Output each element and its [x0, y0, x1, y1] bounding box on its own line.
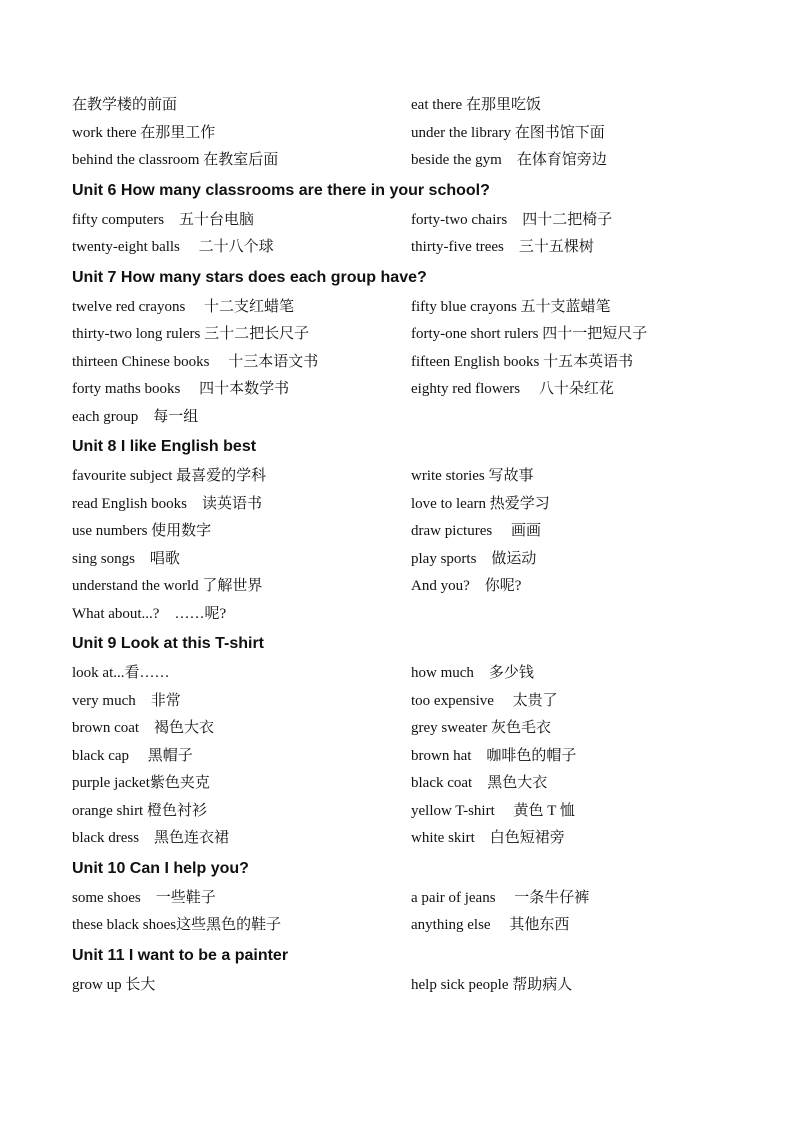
vocab-entry-left: purple jacket紫色夹克 [72, 775, 210, 792]
vocab-entry-right: how much 多少钱 [411, 665, 534, 682]
vocab-entry-left: understand the world 了解世界 [72, 578, 263, 595]
vocab-entry-left: thirteen Chinese books 十三本语文书 [72, 353, 319, 370]
vocab-row [72, 825, 712, 853]
unit-heading: Unit 7 How many stars does each group have? [72, 268, 427, 286]
vocab-row [72, 92, 712, 120]
vocab-row [72, 404, 712, 432]
vocab-entry-left: black dress 黑色连衣裙 [72, 830, 230, 847]
vocab-entry-right: black coat 黑色大衣 [411, 775, 548, 792]
unit-8-section [72, 432, 712, 628]
vocab-row [72, 376, 712, 404]
vocab-entry-right: And you? 你呢? [411, 578, 522, 595]
vocab-entry-left: use numbers 使用数字 [72, 523, 212, 540]
vocab-entry-left: work there 在那里工作 [72, 124, 216, 141]
vocab-row [72, 573, 712, 601]
vocab-entry-left: favourite subject 最喜爱的学科 [72, 468, 267, 485]
vocab-entry-left: read English books 读英语书 [72, 495, 262, 512]
vocab-entry-left: orange shirt 橙色衬衫 [72, 802, 207, 819]
vocab-row [72, 491, 712, 519]
vocab-row [72, 798, 712, 826]
vocab-entry-right: too expensive 太贵了 [411, 692, 558, 709]
vocab-entry-left: sing songs 唱歌 [72, 550, 180, 567]
vocab-row [72, 688, 712, 716]
vocab-entry-left: behind the classroom 在教室后面 [72, 152, 279, 169]
vocab-entry-right: white skirt 白色短裙旁 [411, 830, 565, 847]
vocab-row [72, 120, 712, 148]
vocab-entry-right: brown hat 咖啡色的帽子 [411, 747, 577, 764]
vocab-row [72, 660, 712, 688]
vocab-entry-left: very much 非常 [72, 692, 181, 709]
vocab-row [72, 770, 712, 798]
vocab-entry-right: write stories 写故事 [411, 468, 534, 485]
unit-heading: Unit 6 How many classrooms are there in your school? [72, 181, 490, 199]
vocabulary-page [72, 92, 712, 999]
vocab-entry-right: grey sweater 灰色毛衣 [411, 720, 551, 737]
intro-section [72, 92, 712, 175]
vocab-entry-left: fifty computers 五十台电脑 [72, 211, 255, 228]
vocab-entry-right: forty-one short rulers 四十一把短尺子 [411, 326, 648, 343]
vocab-entry-right: eighty red flowers 八十朵红花 [411, 381, 614, 398]
vocab-entry-left: twenty-eight balls 二十八个球 [72, 239, 274, 256]
vocab-entry-right: draw pictures 画画 [411, 523, 541, 540]
vocab-row [72, 715, 712, 743]
vocab-entry-right: yellow T-shirt 黄色 T 恤 [411, 802, 575, 819]
vocab-entry-right: love to learn 热爱学习 [411, 495, 550, 512]
vocab-row [72, 234, 712, 262]
vocab-entry-right: help sick people 帮助病人 [411, 976, 573, 993]
vocab-entry-right: anything else 其他东西 [411, 917, 570, 934]
unit-11-section [72, 941, 712, 1000]
unit-heading: Unit 10 Can I help you? [72, 859, 249, 877]
vocab-row [72, 912, 712, 940]
vocab-row [72, 463, 712, 491]
vocab-entry-right: forty-two chairs 四十二把椅子 [411, 211, 613, 228]
vocab-entry-left: What about...? ……呢? [72, 605, 227, 622]
vocab-entry-right: thirty-five trees 三十五棵树 [411, 239, 594, 256]
unit-heading: Unit 9 Look at this T-shirt [72, 635, 265, 652]
unit-heading: Unit 11 I want to be a painter [72, 946, 289, 964]
vocab-row [72, 294, 712, 322]
vocab-entry-right: fifteen English books 十五本英语书 [411, 353, 634, 370]
vocab-row [72, 601, 712, 629]
vocab-row [72, 349, 712, 377]
unit-9-section [72, 629, 712, 853]
vocab-entry-left: black cap 黑帽子 [72, 747, 193, 764]
unit-6-section [72, 176, 712, 262]
vocab-entry-left: thirty-two long rulers 三十二把长尺子 [72, 326, 310, 343]
vocab-entry-right: a pair of jeans 一条牛仔裤 [411, 889, 590, 906]
vocab-entry-right: fifty blue crayons 五十支蓝蜡笔 [411, 298, 611, 315]
vocab-entry-left: brown coat 褐色大衣 [72, 720, 215, 737]
vocab-entry-left: forty maths books 四十本数学书 [72, 381, 290, 398]
vocab-row [72, 207, 712, 235]
vocab-entry-left: 在教学楼的前面 [72, 97, 178, 114]
vocab-entry-left: each group 每一组 [72, 408, 199, 425]
vocab-row [72, 518, 712, 546]
unit-10-section [72, 854, 712, 940]
unit-heading: Unit 8 I like English best [72, 438, 257, 455]
vocab-entry-left: some shoes 一些鞋子 [72, 889, 216, 906]
vocab-entry-left: look at...看…… [72, 665, 170, 682]
vocab-row [72, 321, 712, 349]
vocab-entry-right: eat there 在那里吃饭 [411, 97, 541, 114]
vocab-entry-right: beside the gym 在体育馆旁边 [411, 152, 607, 169]
vocab-entry-right: play sports 做运动 [411, 550, 537, 567]
vocab-row [72, 743, 712, 771]
vocab-row [72, 972, 712, 1000]
vocab-row [72, 546, 712, 574]
vocab-entry-left: twelve red crayons 十二支红蜡笔 [72, 298, 295, 315]
vocab-row [72, 885, 712, 913]
unit-7-section [72, 263, 712, 432]
vocab-entry-left: these black shoes这些黑色的鞋子 [72, 917, 282, 934]
vocab-entry-left: grow up 长大 [72, 976, 156, 993]
vocab-entry-right: under the library 在图书馆下面 [411, 124, 605, 141]
vocab-row [72, 147, 712, 175]
